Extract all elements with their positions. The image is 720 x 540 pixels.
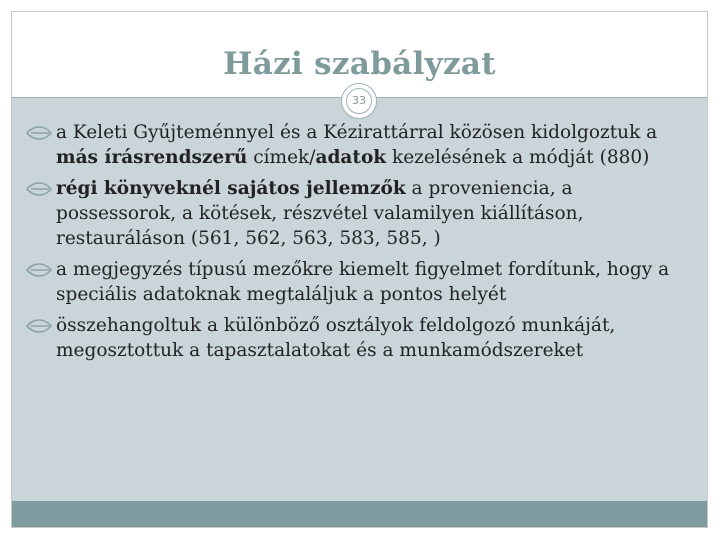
bullet-bold-text: régi könyveknél sajátos jellemzők bbox=[56, 178, 406, 199]
bullet-text-run: összehangoltuk a különböző osztályok feldolgozó munkáját, megosztottuk a tapasztalatokat és a munkamódszereket bbox=[56, 315, 616, 361]
slide-frame bbox=[11, 11, 708, 528]
bullet-text-run: kezelésének a módját (880) bbox=[386, 147, 650, 168]
bullet-bold-text: adatok bbox=[315, 147, 387, 168]
bullet-text-run: a proveniencia, a possessorok, a kötések, részvétel valamilyen kiállításon, restauráláson (561, 562, 563, 583, 585, ) bbox=[56, 178, 584, 249]
page-number: 33 bbox=[346, 88, 372, 114]
bullet-text-run: a megjegyzés típusú mezőkre kiemelt figyelmet fordítunk, hogy a speciális adatoknak megtaláljuk a pontos helyét bbox=[56, 259, 670, 305]
bullet-bold-text: más írásrendszerű bbox=[56, 147, 248, 168]
slide-title: Házi szabályzat bbox=[223, 46, 496, 82]
bullet-text-run: a Keleti Gyűjteménnyel és a Kézirattárral közösen kidolgoztuk a bbox=[56, 122, 658, 143]
bullet-text-run: címek/ bbox=[247, 147, 316, 168]
